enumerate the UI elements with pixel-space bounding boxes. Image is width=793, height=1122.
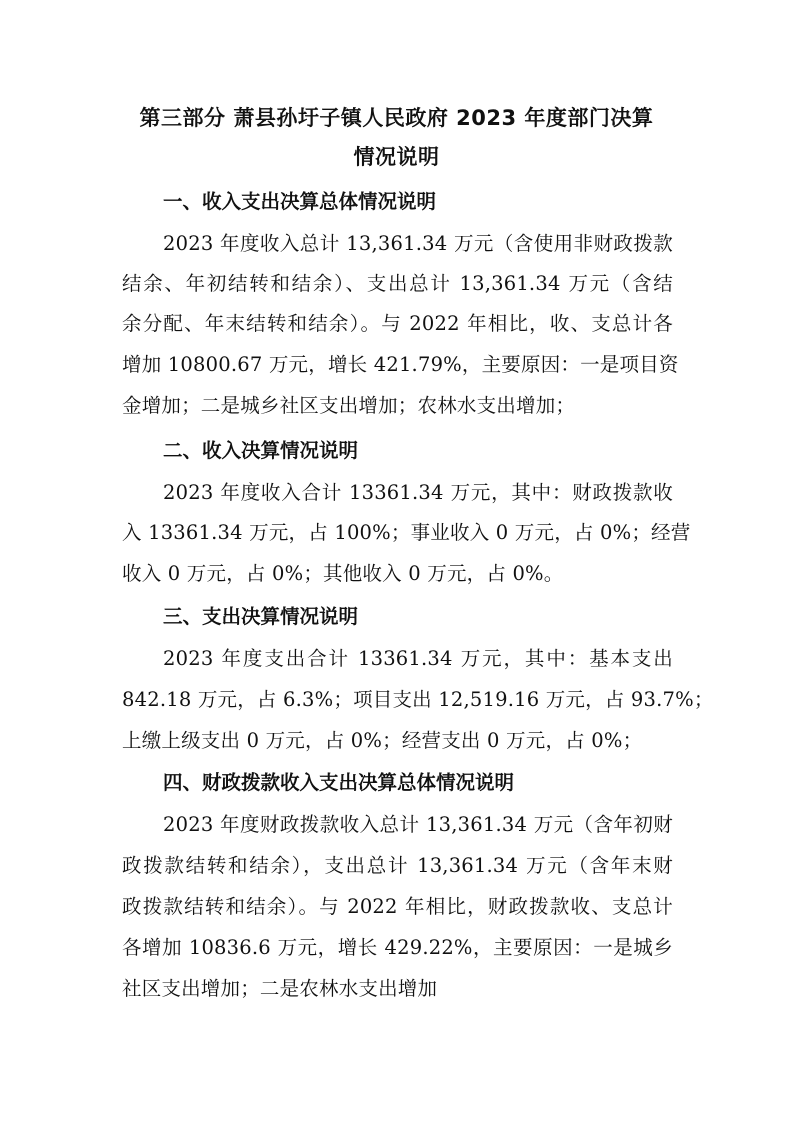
paragraph-line: 社区支出增加；二是农林水支出增加 bbox=[122, 977, 438, 1000]
paragraph-line: 增加 10800.67 万元，增长 421.79%，主要原因：一是项目资 bbox=[122, 353, 679, 376]
paragraph-line: 各增加 10836.6 万元，增长 429.22%，主要原因：一是城乡 bbox=[122, 936, 673, 959]
section-heading-3: 三、支出决算情况说明 bbox=[163, 605, 359, 628]
paragraph-line: 余分配、年末结转和结余）。与 2022 年相比，收、支总计各 bbox=[122, 312, 673, 335]
paragraph-line: 2023 年度支出合计 13361.34 万元，其中：基本支出 bbox=[163, 647, 673, 670]
section-heading-2: 二、收入决算情况说明 bbox=[163, 439, 359, 462]
paragraph-line: 政拨款结转和结余）。与 2022 年相比，财政拨款收、支总计 bbox=[122, 895, 673, 918]
paragraph-line: 收入 0 万元，占 0%；其他收入 0 万元，占 0%。 bbox=[122, 562, 564, 585]
paragraph-line: 2023 年度收入合计 13361.34 万元，其中：财政拨款收 bbox=[163, 481, 673, 504]
document-title: 第三部分 萧县孙圩子镇人民政府 2023 年度部门决算 bbox=[139, 106, 654, 130]
paragraph-line: 上缴上级支出 0 万元，占 0%；经营支出 0 万元，占 0%； bbox=[122, 729, 643, 752]
section-heading-1: 一、收入支出决算总体情况说明 bbox=[163, 190, 437, 213]
paragraph-line: 金增加；二是城乡社区支出增加；农林水支出增加； bbox=[122, 394, 576, 417]
document-title-continuation: 情况说明 bbox=[353, 145, 440, 169]
paragraph-line: 2023 年度财政拨款收入总计 13,361.34 万元（含年初财 bbox=[163, 813, 673, 836]
paragraph-line: 入 13361.34 万元，占 100%；事业收入 0 万元，占 0%；经营 bbox=[122, 521, 691, 544]
section-heading-4: 四、财政拨款收入支出决算总体情况说明 bbox=[163, 771, 515, 794]
paragraph-line: 2023 年度收入总计 13,361.34 万元（含使用非财政拨款 bbox=[163, 232, 673, 255]
paragraph-line: 842.18 万元，占 6.3%；项目支出 12,519.16 万元，占 93.7%； bbox=[122, 688, 714, 711]
paragraph-line: 政拨款结转和结余），支出总计 13,361.34 万元（含年末财 bbox=[122, 854, 673, 877]
paragraph-line: 结余、年初结转和结余）、支出总计 13,361.34 万元（含结 bbox=[122, 272, 673, 295]
